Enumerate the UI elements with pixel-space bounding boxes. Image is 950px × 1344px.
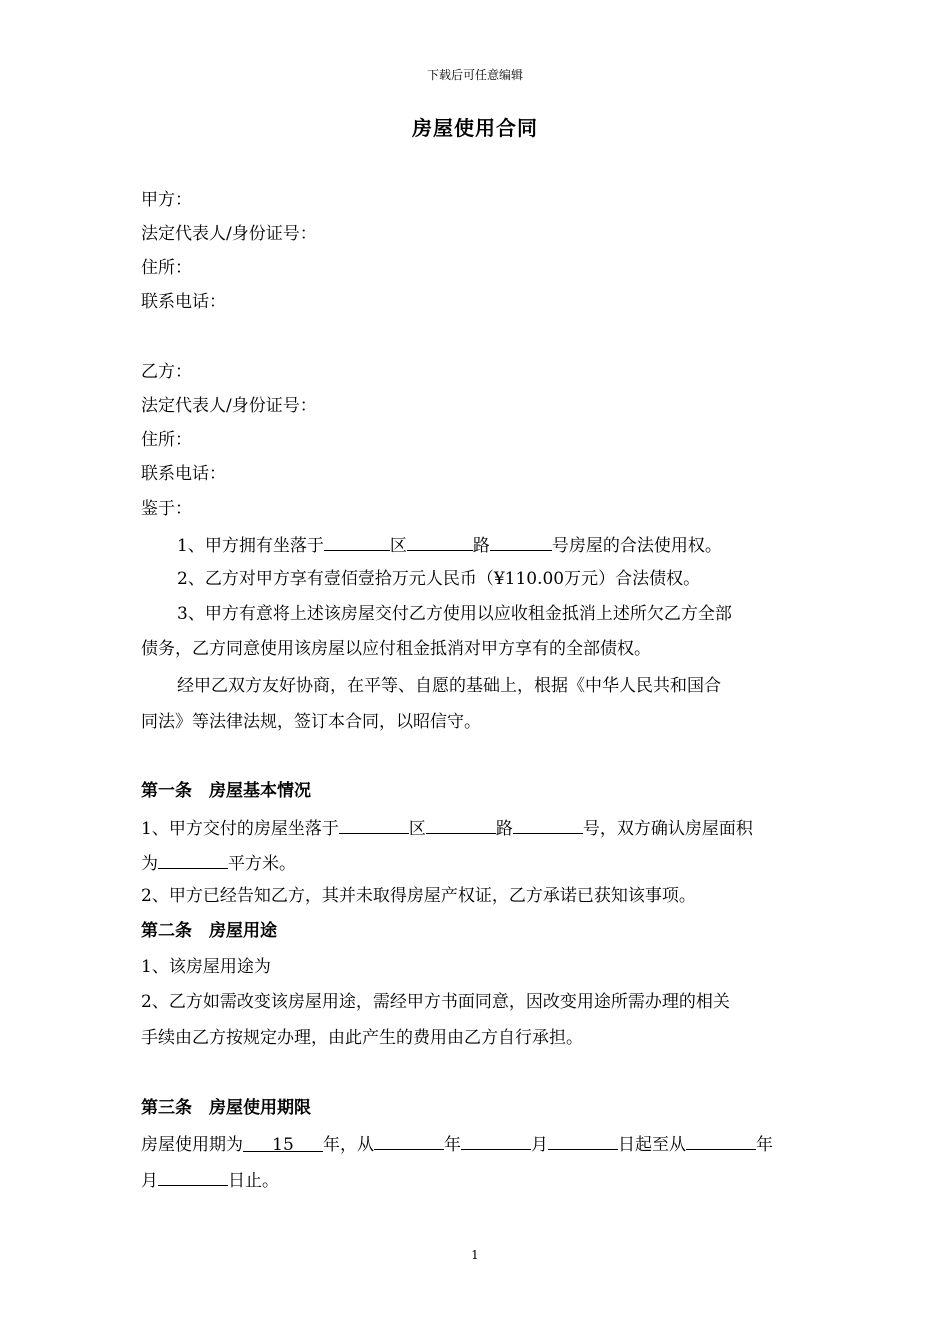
article-1-p2: 2、甲方已经告知乙方，其并未取得房屋产权证，乙方承诺已获知该事项。 [141, 886, 696, 906]
blank-years: 15 [243, 1133, 323, 1152]
party-a-rep: 法定代表人/身份证号： [141, 224, 317, 244]
party-b-label: 乙方： [141, 362, 192, 382]
text-segment: 号，双方确认房屋面积 [582, 819, 753, 839]
article-3-p1 [141, 1131, 773, 1157]
whereas-item-3-line-1: 3、甲方有意将上述该房屋交付乙方使用以应收租金抵消上述所欠乙方全部 [177, 604, 732, 624]
text-segment: 路 [495, 819, 513, 839]
blank-end-year [686, 1131, 756, 1150]
text-segment: 号房屋的合法使用权。 [551, 536, 722, 556]
text-segment: 区 [408, 819, 426, 839]
text-segment: 路 [472, 536, 490, 556]
text-segment: 月 [141, 1171, 158, 1191]
text-segment: 月 [531, 1135, 548, 1155]
blank-district [339, 815, 409, 834]
blank-start-day [548, 1131, 618, 1150]
article-2-p1: 1、该房屋用途为 [141, 957, 271, 977]
article-1-heading: 第一条 房屋基本情况 [141, 781, 311, 801]
whereas-item-2: 2、乙方对甲方享有壹佰壹拾万元人民币（¥110.00万元）合法债权。 [177, 569, 701, 589]
page-number: 1 [471, 1248, 479, 1262]
article-3-p1-cont [141, 1167, 279, 1193]
blank-road [426, 815, 496, 834]
text-segment: 日止。 [228, 1171, 279, 1191]
document-title: 房屋使用合同 [412, 116, 538, 140]
blank-area [158, 850, 228, 869]
blank-district [324, 532, 390, 551]
text-segment: 为 [141, 854, 158, 874]
page-header: 下载后可任意编辑 [426, 68, 523, 82]
article-1-p1-cont [141, 850, 296, 876]
text-segment: 1、甲方交付的房屋坐落于 [141, 819, 339, 839]
whereas-conclusion-line-1: 经甲乙双方友好协商，在平等、自愿的基础上，根据《中华人民共和国合 [177, 676, 721, 696]
party-b-phone: 联系电话： [141, 464, 226, 484]
text-segment: 1、甲方拥有坐落于 [177, 536, 324, 556]
text-segment: 日起至从 [618, 1135, 686, 1155]
whereas-label: 鉴于： [141, 499, 192, 519]
text-segment: 年 [444, 1135, 461, 1155]
whereas-item-3-line-2: 债务，乙方同意使用该房屋以应付租金抵消对甲方享有的全部债权。 [141, 639, 651, 659]
text-segment: 平方米。 [228, 854, 296, 874]
article-2-p2-line-1: 2、乙方如需改变该房屋用途，需经甲方书面同意，因改变用途所需办理的相关 [141, 992, 730, 1012]
blank-road [407, 532, 473, 551]
whereas-conclusion-line-2: 同法》等法律法规，签订本合同，以昭信守。 [141, 712, 481, 732]
text-segment: 年 [756, 1135, 773, 1155]
whereas-item-1 [177, 532, 722, 558]
blank-start-month [461, 1131, 531, 1150]
blank-end-day [158, 1167, 228, 1186]
blank-number [490, 532, 552, 551]
article-2-p2-line-2: 手续由乙方按规定办理，由此产生的费用由乙方自行承担。 [141, 1028, 583, 1048]
blank-start-year [374, 1131, 444, 1150]
text-segment: 房屋使用期为 [141, 1135, 243, 1155]
article-1-p1 [141, 815, 753, 841]
party-b-rep: 法定代表人/身份证号： [141, 396, 317, 416]
text-segment: 年，从 [323, 1135, 374, 1155]
article-2-heading: 第二条 房屋用途 [141, 921, 277, 941]
blank-number [513, 815, 583, 834]
party-a-phone: 联系电话： [141, 292, 226, 312]
party-b-address: 住所： [141, 430, 192, 450]
text-segment: 区 [389, 536, 407, 556]
party-a-address: 住所： [141, 258, 192, 278]
article-3-heading: 第三条 房屋使用期限 [141, 1098, 311, 1118]
party-a-label: 甲方： [141, 190, 192, 210]
